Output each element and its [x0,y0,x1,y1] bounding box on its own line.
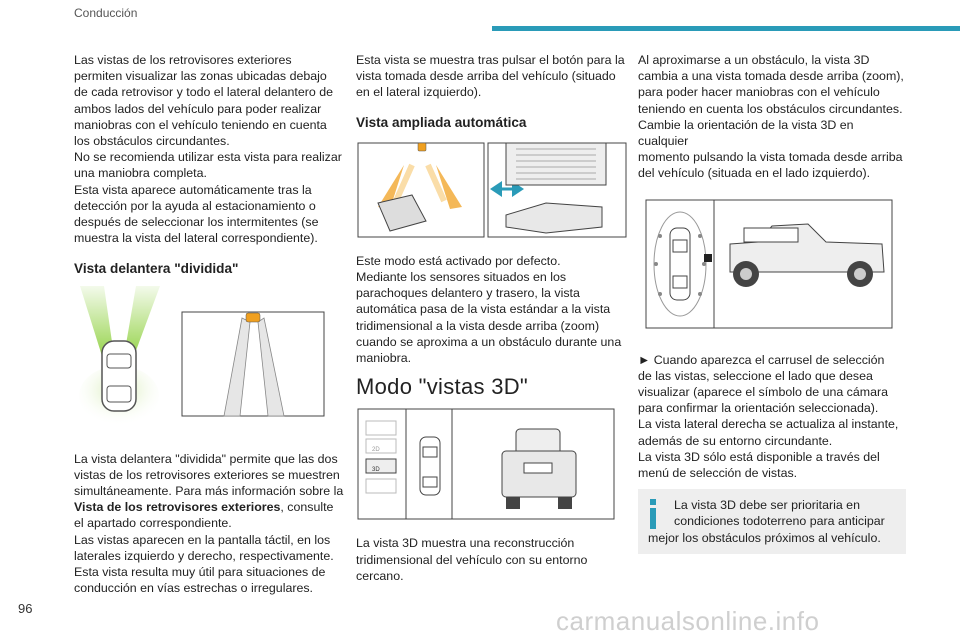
3d-zoom-intro: Al aproximarse a un obstáculo, la vista 3D cambia a una vista tomada desde arriba (zoom), para poder hacer maniobras con el vehículo teniendo en cuenta los obstáculos circundantes. Cambie la orientación de la vista 3D en cualquier momento pulsando la vista tomada desde arriba del vehículo (situada en el lado izquierdo). [638,53,904,181]
auto-zoom-illustration [356,141,628,239]
column-3 [638,52,906,554]
heading-split-view: Vista delantera "dividida" [74,261,239,277]
view-selection-steps: ► Cuando aparezca el carrusel de selección de las vistas, seleccione el lado que desea visualizar (aparece el símbolo de una cámara para confirmar la orientación seleccionada). La vista lateral derecha se actualiza al instante, además de su entorno circundante. La vista 3D sólo está disponible a través del menú de selección de vistas. [638,352,899,481]
top-view-intro: Esta vista se muestra tras pulsar el botón para la vista tomada desde arriba del vehículo (situado en el lateral izquierdo). [356,53,625,100]
3d-mode-text: La vista 3D muestra una reconstrucción tridimensional del vehículo con su entorno cercano. [356,536,588,583]
3d-mode-figure [356,407,628,521]
auto-zoom-text: Este modo está activado por defecto. Mediante los sensores situados en los parachoques delantero y trasero, la vista automática pasa de la vista estándar a la vista tridimensional a la vista desde arriba (zoom) cuando se aproxima a un obstáculo durante una maniobra. [356,253,622,366]
auto-zoom-figure [356,141,628,239]
view-menu-2d[interactable]: 2D [372,447,380,454]
page-number: 96 [18,601,33,616]
3d-mode-illustration [356,407,628,521]
split-view-text: La vista delantera "dividida" permite que las dos vistas de los retrovisores exteriores se muestren simultáneamente. Para más información sobre la Vista de los retrovisores exteriores, consulte el apartado correspondiente. Las vistas aparecen en la pantalla táctil, en los laterales izquierdo y derecho, respectivamente. Esta vista resulta muy útil para situaciones de conducción en vías estrechas o irregulares. [74,451,344,596]
split-view-illustration [74,286,344,436]
info-icon [646,499,660,529]
mirror-view-intro: Las vistas de los retrovisores exteriores permiten visualizar las zonas ubicadas debajo de cada retrovisor y todo el lateral delantero de ambos lados del vehículo para poder realizar maniobras con el vehículo teniendo en cuenta los obstáculos circundantes. No se recomienda utilizar esta vista para realizar una maniobra completa. Esta vista aparece automáticamente tras la detección por la ayuda al estacionamiento o después de seleccionar los intermitentes (se muestra la vista del lateral correspondiente). [74,53,342,246]
split-view-figure [74,286,344,436]
watermark: carmanualsonline.info [556,606,820,636]
column-2 [356,52,628,584]
header-accent-bar [492,26,960,31]
mirror-view-reference: Vista de los retrovisores exteriores [74,500,281,515]
3d-side-view-illustration [638,198,906,330]
info-note: La vista 3D debe ser prioritaria en condiciones todoterreno para anticipar mejor los obstáculos próximos al vehículo. [638,489,906,554]
column-1 [74,52,344,596]
heading-auto-zoom: Vista ampliada automática [356,114,527,130]
section-title: Conducción [74,6,138,20]
heading-3d-mode: Modo "vistas 3D" [356,374,529,400]
3d-side-view-figure [638,198,906,330]
view-menu-3d[interactable]: 3D [372,467,380,474]
